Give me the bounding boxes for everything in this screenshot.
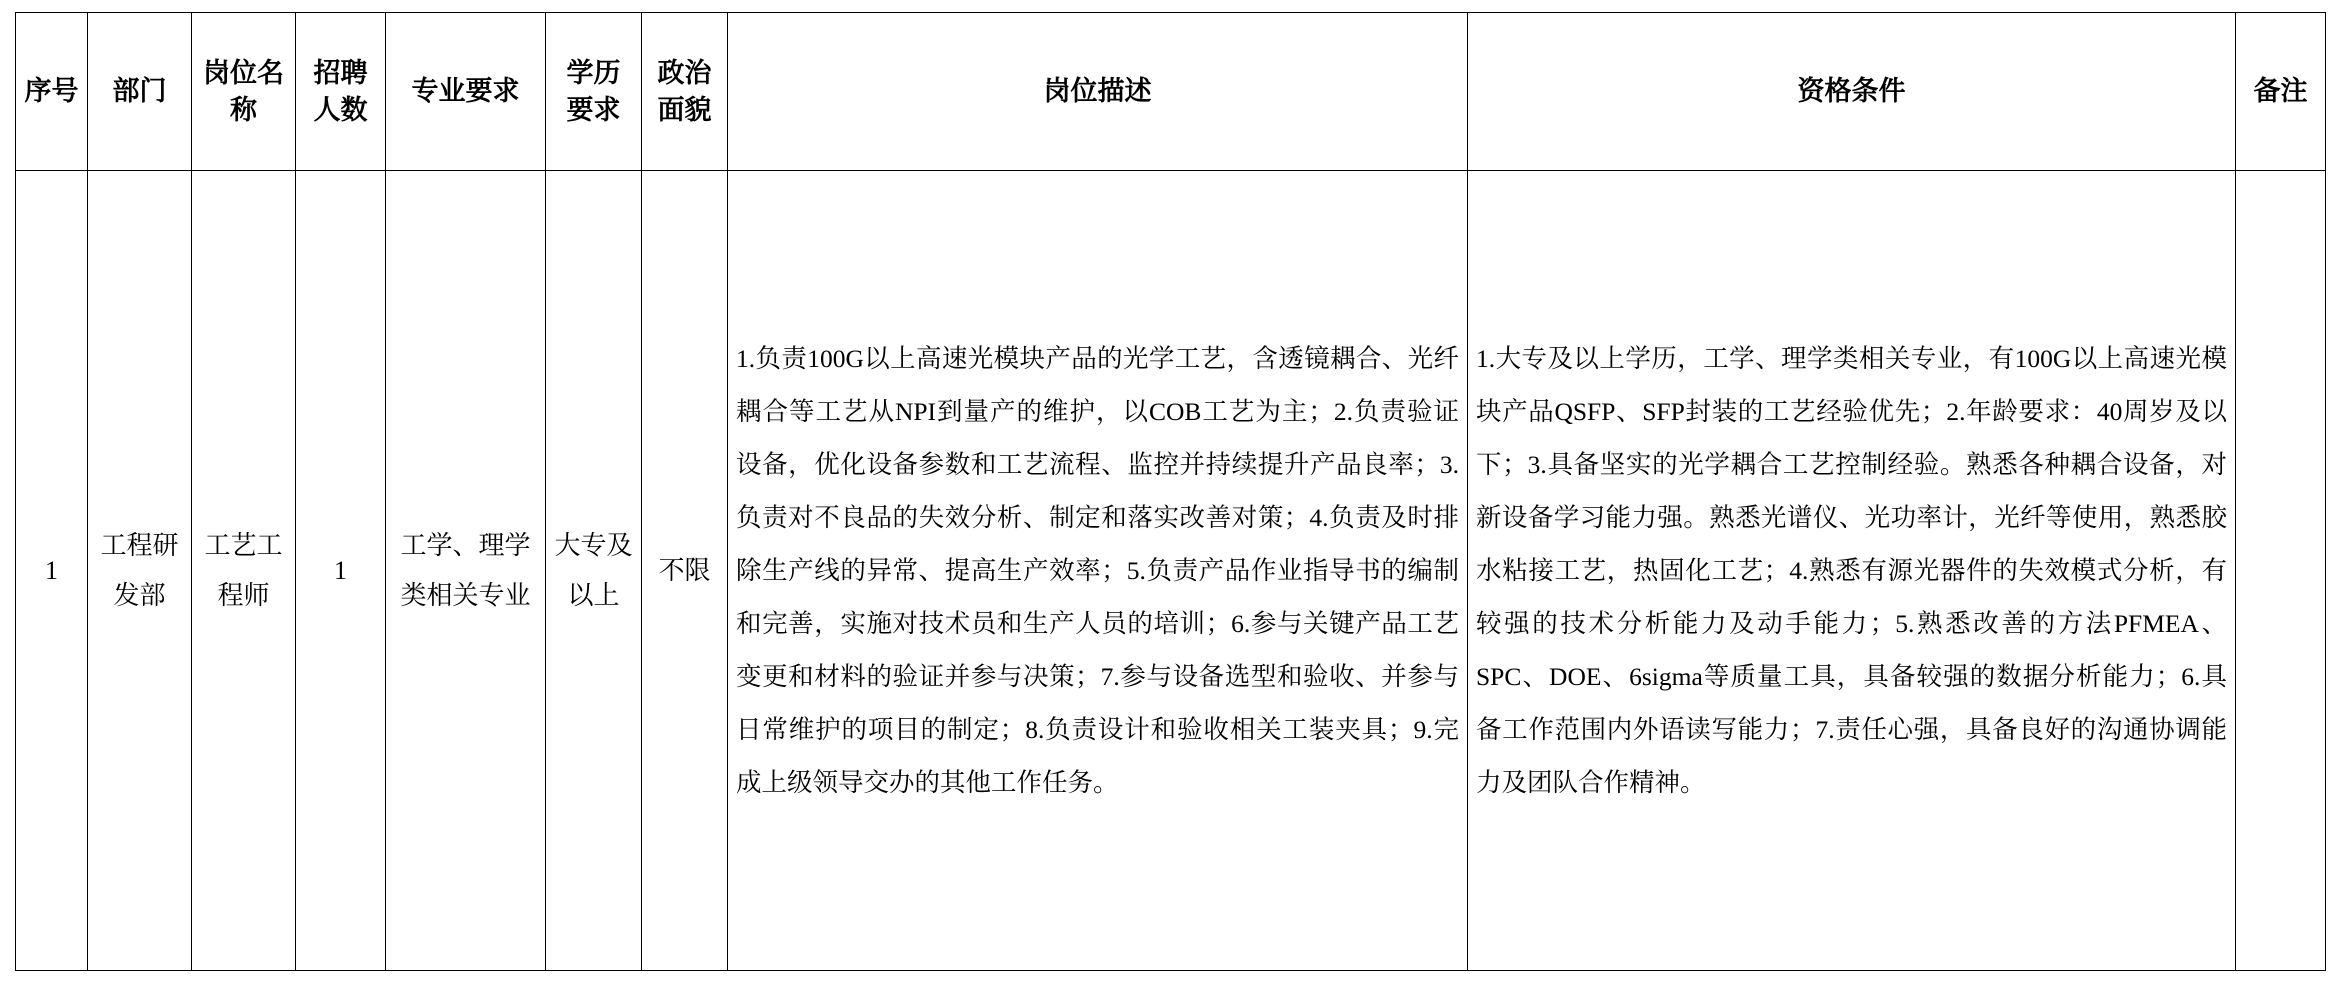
column-header-politic <box>642 13 728 171</box>
column-header-remark-label: 备注 <box>2253 76 2308 107</box>
column-header-dept <box>88 13 192 171</box>
column-header-edu <box>546 13 642 171</box>
table-body <box>16 171 2326 971</box>
column-header-seq <box>16 13 88 171</box>
cell-edu: 大专及以上 <box>546 171 642 971</box>
column-header-post <box>192 13 296 171</box>
column-header-qual <box>1468 13 2236 171</box>
cell-qualification: 1.大专及以上学历，工学、理学类相关专业，有100G以上高速光模块产品QSFP、SFP封装的工艺经验优先；2.年龄要求：40周岁及以下；3.具备坚实的光学耦合工艺控制经验。熟悉各种耦合设备，对新设备学习能力强。熟悉光谱仪、光功率计，光纤等使用，熟悉胶水粘接工艺，热固化工艺；4.熟悉有源光器件的失效模式分析，有较强的技术分析能力及动手能力；5.熟悉改善的方法PFMEA、SPC、DOE、6sigma等质量工具，具备较强的数据分析能力；6.具备工作范围内外语读写能力；7.责任心强，具备良好的沟通协调能力及团队合作精神。 <box>1468 171 2236 971</box>
column-header-dept-label: 部门 <box>112 76 167 107</box>
cell-politic: 不限 <box>642 171 728 971</box>
column-header-major <box>386 13 546 171</box>
column-header-num-label: 招聘人数 <box>313 58 368 125</box>
column-header-desc-label: 岗位描述 <box>1043 76 1152 107</box>
cell-dept: 工程研发部 <box>88 171 192 971</box>
column-header-seq-label: 序号 <box>24 76 79 107</box>
column-header-num <box>296 13 386 171</box>
cell-seq: 1 <box>16 171 88 971</box>
cell-post: 工艺工程师 <box>192 171 296 971</box>
column-header-politic-label: 政治面貌 <box>657 58 712 125</box>
column-header-edu-label: 学历要求 <box>566 58 621 125</box>
column-header-major-label: 专业要求 <box>411 76 520 107</box>
cell-num: 1 <box>296 171 386 971</box>
table-header <box>16 13 2326 171</box>
column-header-desc <box>728 13 1468 171</box>
column-header-qual-label: 资格条件 <box>1797 76 1906 107</box>
job-listing-table <box>15 12 2326 971</box>
column-header-post-label: 岗位名称 <box>203 58 284 125</box>
cell-job-description: 1.负责100G以上高速光模块产品的光学工艺，含透镜耦合、光纤耦合等工艺从NPI到量产的维护，以COB工艺为主；2.负责验证设备，优化设备参数和工艺流程、监控并持续提升产品良率；3.负责对不良品的失效分析、制定和落实改善对策；4.负责及时排除生产线的异常、提高生产效率；5.负责产品作业指导书的编制和完善，实施对技术员和生产人员的培训；6.参与关键产品工艺变更和材料的验证并参与决策；7.参与设备选型和验收、并参与日常维护的项目的制定；8.负责设计和验收相关工装夹具；9.完成上级领导交办的其他工作任务。 <box>728 171 1468 971</box>
cell-major: 工学、理学类相关专业 <box>386 171 546 971</box>
table-row <box>16 171 2326 971</box>
cell-remark <box>2236 171 2326 971</box>
table-header-row <box>16 13 2326 171</box>
column-header-remark <box>2236 13 2326 171</box>
